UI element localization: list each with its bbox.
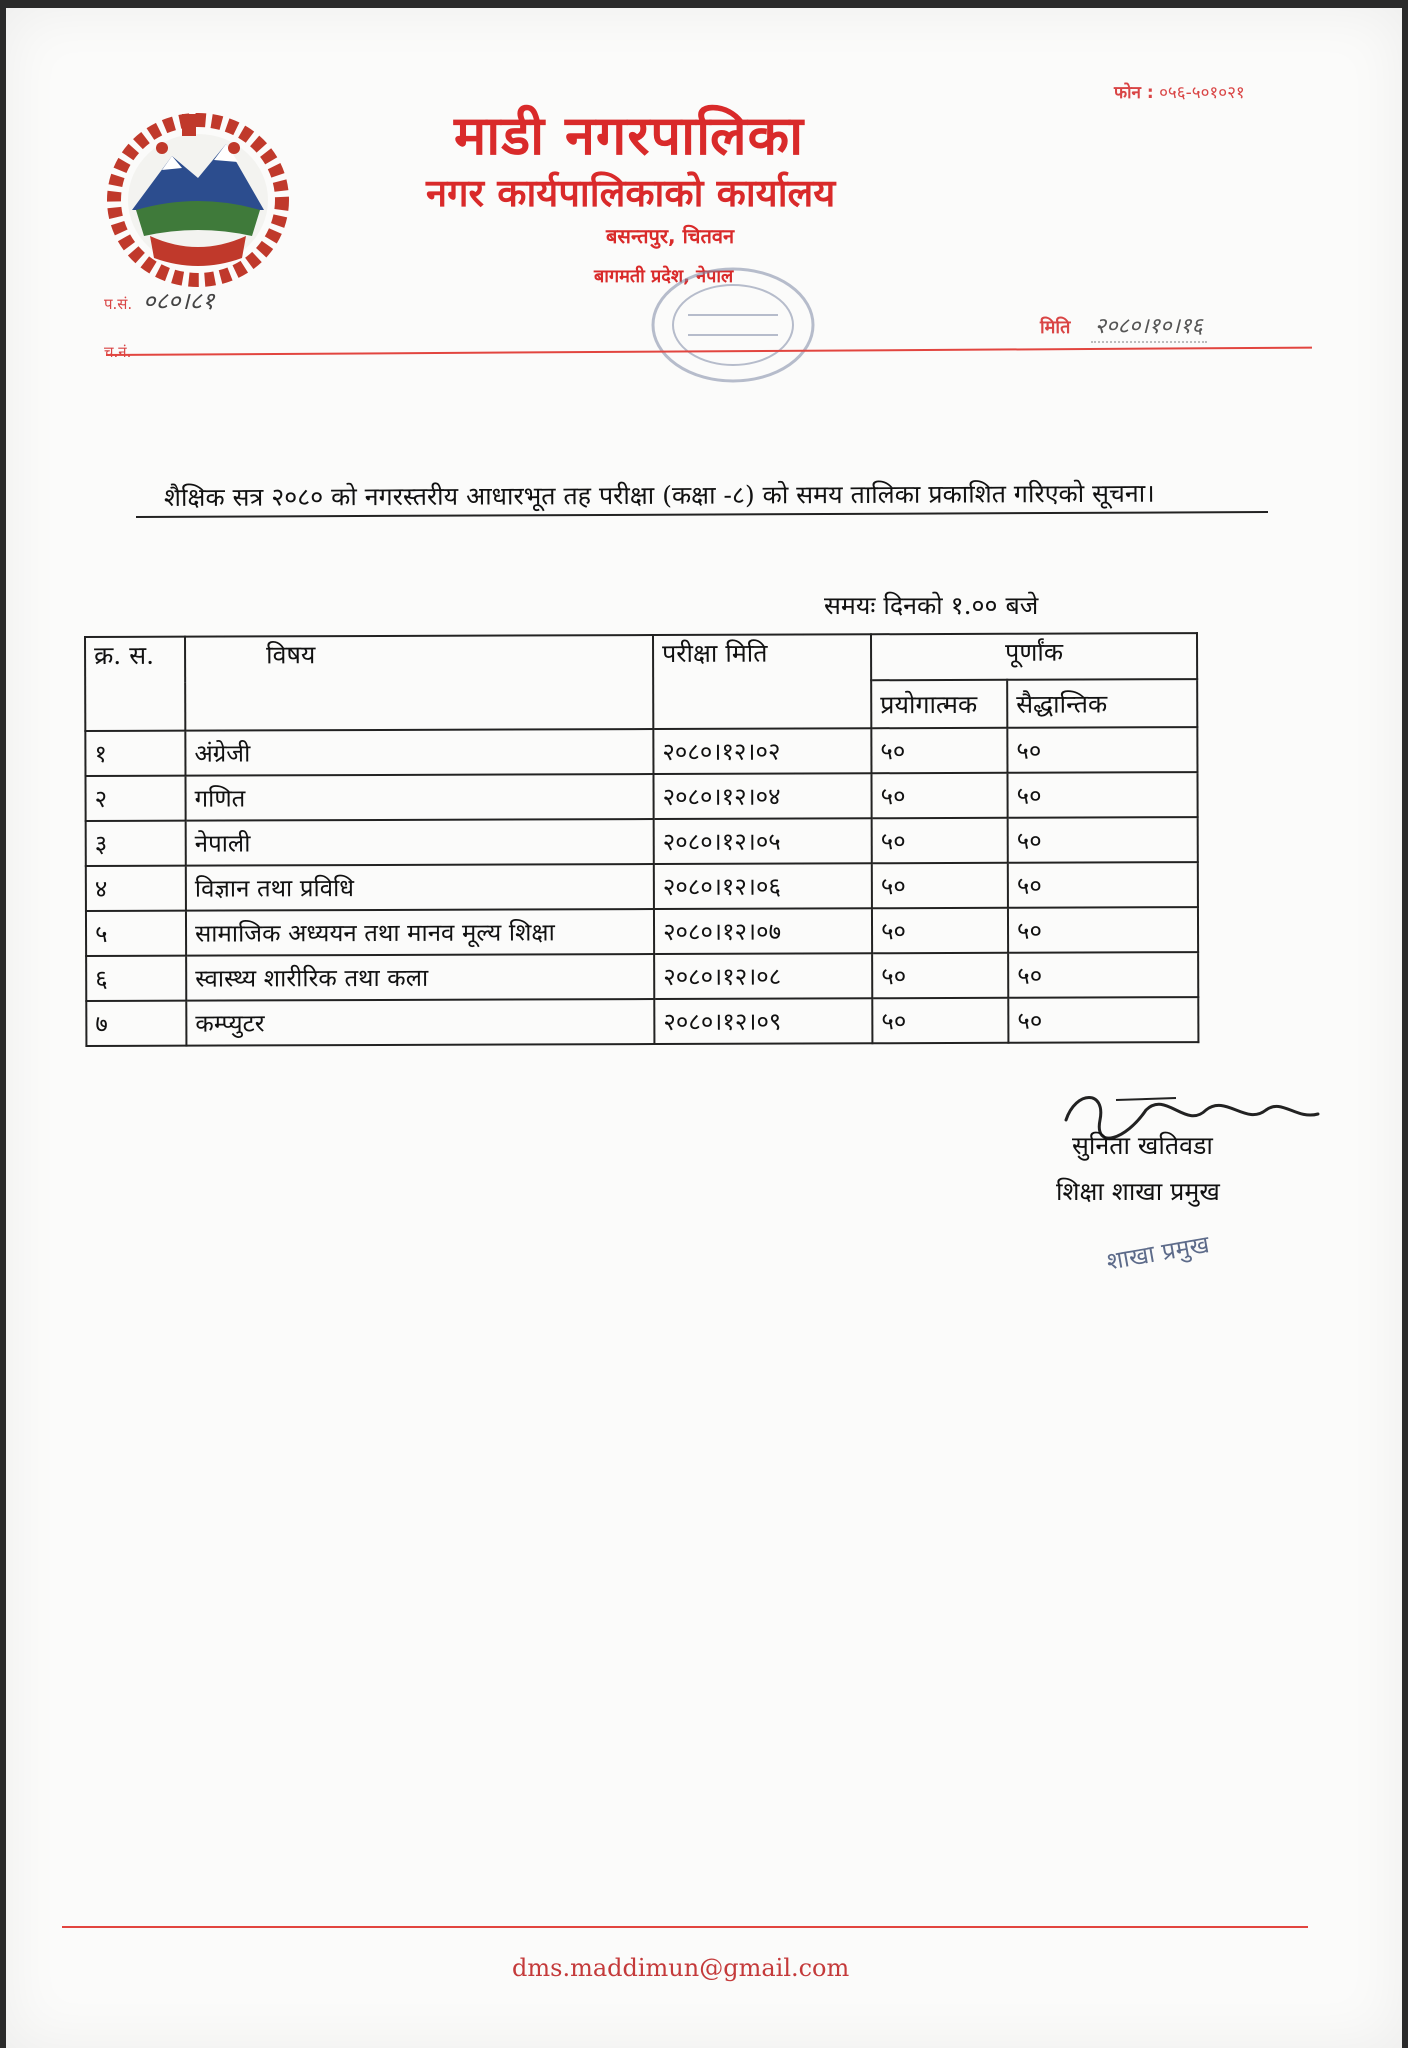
col-theory-header: सैद्धान्तिक [1007, 679, 1197, 728]
date-block [1040, 310, 1207, 340]
cell-subject: गणित [185, 774, 653, 821]
cell-date: २०८०।१२।०८ [654, 953, 872, 999]
cell-theory: ५० [1008, 997, 1198, 1043]
cell-practical: ५० [872, 908, 1008, 953]
table-row [85, 772, 1197, 821]
letter-number [104, 284, 214, 317]
table-row [86, 952, 1198, 1001]
table-header-row [85, 633, 1197, 683]
col-practical-header: प्रयोगात्मक [871, 680, 1007, 728]
letter-page [6, 8, 1402, 2048]
exam-schedule-table [84, 632, 1199, 1047]
patra-label: प.सं. [104, 295, 133, 313]
cell-sn: ६ [86, 956, 186, 1001]
col-full-marks-header: पूर्णांक [871, 633, 1197, 680]
cell-theory: ५० [1007, 727, 1197, 773]
patra-value: ०८०।८१ [142, 287, 215, 315]
cell-date: २०८०।१२।०४ [653, 773, 871, 819]
nepal-emblem-icon [102, 108, 294, 288]
cell-subject: विज्ञान तथा प्रविधि [186, 864, 654, 911]
cell-sn: १ [85, 731, 185, 776]
designation-seal: शाखा प्रमुख [1104, 1230, 1212, 1276]
address-line-2: बागमती प्रदेश, नेपाल [594, 266, 734, 287]
cell-sn: ५ [86, 911, 186, 956]
cell-sn: ७ [86, 1001, 186, 1046]
office-subtitle: नगर कार्यपालिकाको कार्यालय [426, 171, 836, 215]
cell-practical: ५० [872, 818, 1008, 863]
cell-sn: ४ [86, 866, 186, 911]
cell-sn: ३ [86, 821, 186, 866]
office-stamp-icon [638, 260, 828, 390]
cell-subject: स्वास्थ्य शारीरिक तथा कला [186, 954, 654, 1001]
table-row [86, 997, 1198, 1046]
cell-date: २०८०।१२।०६ [654, 863, 872, 909]
table-row [86, 907, 1198, 956]
phone-block [1114, 80, 1245, 103]
notice-title: शैक्षिक सत्र २०८० को नगरस्तरीय आधारभूत तह परीक्षा (कक्षा -८) को समय तालिका प्रकाशित गरिएको सूचना। [163, 478, 1155, 512]
cell-practical: ५० [872, 863, 1008, 908]
cell-subject: अंग्रेजी [185, 729, 653, 776]
cell-theory: ५० [1007, 772, 1197, 818]
cell-theory: ५० [1008, 817, 1198, 863]
date-value: २०८०।१०।१६ [1091, 314, 1207, 343]
address-line-1: बसन्तपुर, चितवन [606, 224, 735, 248]
signatory-name: सुनिता खतिवडा [1072, 1131, 1213, 1160]
cell-subject: नेपाली [186, 819, 654, 866]
table-row [85, 727, 1197, 776]
cell-date: २०८०।१२।०२ [653, 728, 871, 774]
footer-email: dms.maddimun@gmail.com [512, 1954, 850, 1982]
col-sn-header: क्र. स. [85, 637, 185, 731]
cell-theory: ५० [1008, 907, 1198, 953]
phone-value: ०५६-५०१०२१ [1159, 83, 1245, 103]
cell-sn: २ [85, 776, 185, 821]
cell-theory: ५० [1008, 862, 1198, 908]
table-row [86, 862, 1198, 911]
cell-practical: ५० [872, 953, 1008, 998]
cell-practical: ५० [872, 998, 1008, 1043]
phone-label: फोन : [1114, 83, 1154, 103]
cell-date: २०८०।१२।०५ [654, 818, 872, 864]
col-date-header: परीक्षा मिति [653, 634, 871, 729]
cell-subject: सामाजिक अध्ययन तथा मानव मूल्य शिक्षा [186, 909, 654, 956]
cell-practical: ५० [871, 728, 1007, 773]
cell-subject: कम्प्युटर [186, 999, 654, 1046]
table-row [86, 817, 1198, 866]
signatory-designation: शिक्षा शाखा प्रमुख [1056, 1177, 1220, 1206]
col-subject-header: विषय [185, 635, 653, 731]
cell-practical: ५० [871, 773, 1007, 818]
exam-time: समयः दिनको १.०० बजे [824, 591, 1039, 620]
date-label: मिति [1040, 317, 1071, 338]
office-name: माडी नगरपालिका [454, 104, 805, 167]
cell-date: २०८०।१२।०९ [654, 998, 872, 1044]
dispatch-number-label: च.नं. [104, 343, 132, 361]
cell-date: २०८०।१२।०७ [654, 908, 872, 954]
footer-divider [62, 1926, 1308, 1928]
cell-theory: ५० [1008, 952, 1198, 998]
